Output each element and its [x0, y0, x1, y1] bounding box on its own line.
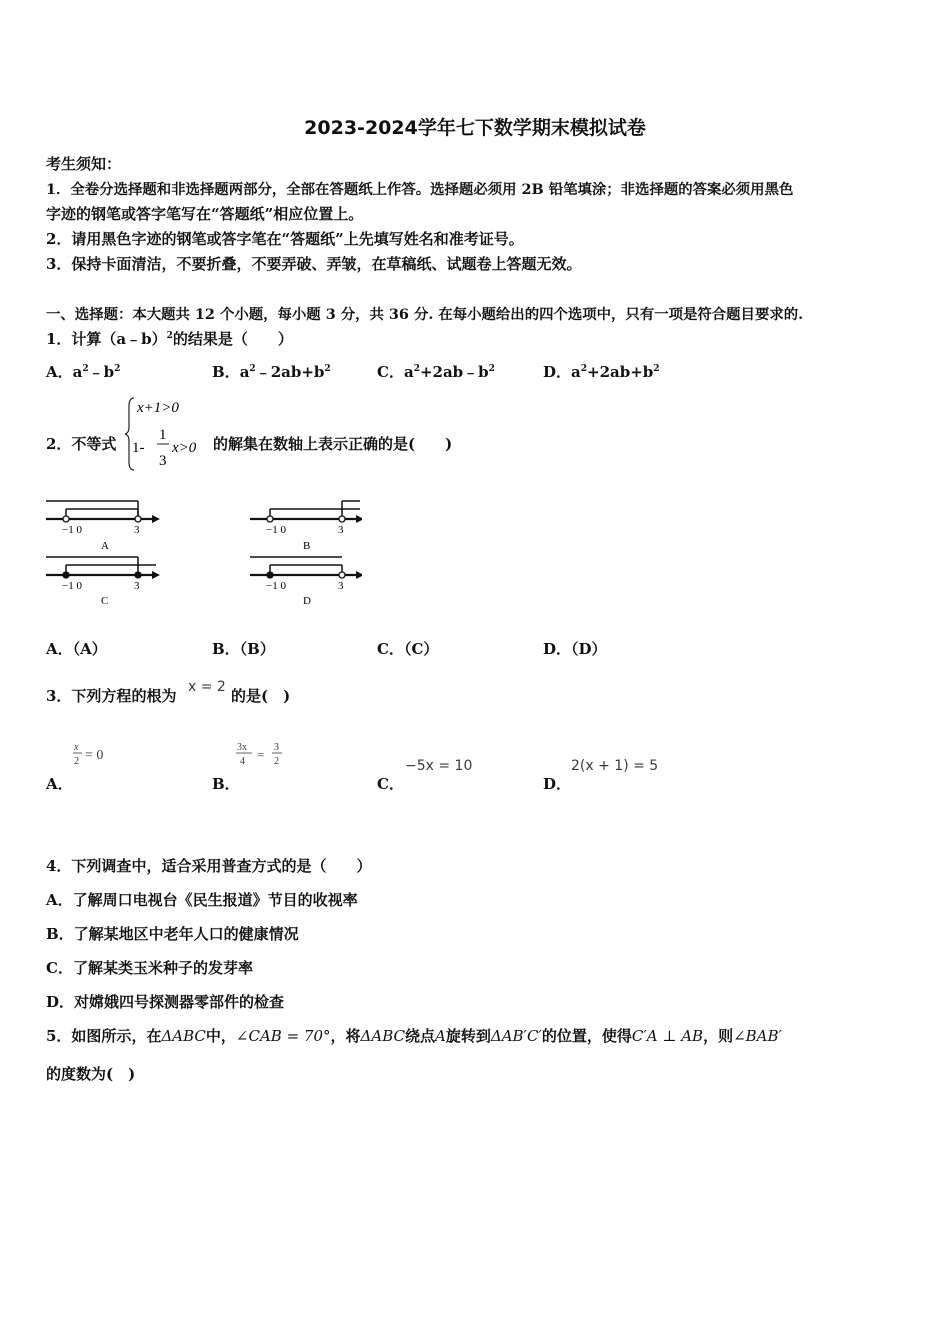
q2-number-line-figure [44, 496, 362, 606]
q2-inequality-system [124, 394, 216, 474]
q3-option-c-equation: −5x = 10 [405, 758, 473, 774]
section-heading: 一、选择题：本大题共 12 个小题，每小题 3 分，共 36 分. 在每小题给出的四个选项中，只有一项是符合题目要求的. [46, 306, 804, 323]
number-line-c [46, 557, 160, 579]
svg-text:2: 2 [274, 756, 279, 767]
q4-option-a: A．了解周口电视台《民生报道》节目的收视率 [46, 891, 358, 909]
q2-ineq2-post: x>0 [172, 440, 197, 456]
q2-stem-prefix: 2．不等式 [46, 435, 117, 453]
tick-label-b-left: −1 0 [266, 524, 286, 536]
q2-option-a: A．（A） [46, 640, 107, 658]
q1-stem: 1．计算（a﹣b）$^2$的结果是（ ） [46, 330, 293, 348]
tick-label-d-left: −1 0 [266, 580, 286, 592]
notice-line-3: 3．保持卡面清洁，不要折叠，不要弄破、弄皱，在草稿纸、试题卷上答题无效。 [46, 255, 582, 273]
q2-option-d: D．（D） [543, 640, 607, 658]
q1-option-b: B．$a^2﹣2ab+b^2$ [212, 363, 331, 381]
q2-frac-num: 1 [159, 427, 167, 443]
notice-line-1a: 1．全卷分选择题和非选择题两部分，全部在答题纸上作答。选择题必须用 2B 铅笔填涂；非选择题的答案必须用黑色 [46, 181, 794, 198]
q3-root-expression: x = 2 [188, 679, 226, 695]
q3-label-a: A． [46, 775, 73, 793]
svg-text:3x: 3x [237, 742, 247, 753]
q3-stem-suffix: 的是( ) [231, 687, 291, 705]
tick-label-b-right: 3 [338, 524, 344, 536]
q4-option-c: C．了解某类玉米种子的发芽率 [46, 959, 253, 977]
q3-option-a-equation [72, 740, 122, 772]
q2-ineq1: x+1>0 [137, 400, 179, 416]
q2-stem-suffix: 的解集在数轴上表示正确的是( ) [213, 435, 453, 453]
diagram-label-c: C [101, 595, 109, 606]
tick-label-c-left: −1 0 [62, 580, 82, 592]
q2-frac-den: 3 [159, 453, 167, 469]
tick-label-d-right: 3 [338, 580, 344, 592]
brace-icon [125, 398, 134, 470]
q1-option-a: A．$a^2﹣b^2$ [46, 363, 121, 381]
q2-option-b: B．（B） [212, 640, 275, 658]
svg-text:=: = [257, 747, 265, 762]
q3-label-c: C． [377, 775, 404, 793]
svg-text:3: 3 [274, 742, 279, 753]
notice-heading: 考生须知： [46, 155, 122, 173]
notice-line-2: 2．请用黑色字迹的钢笔或答字笔在“答题纸”上先填写姓名和准考证号。 [46, 230, 524, 248]
svg-text:x: x [74, 742, 79, 753]
diagram-label-b: B [303, 540, 311, 552]
q5-stem-line2: 的度数为( ) [46, 1065, 136, 1083]
svg-text:2: 2 [74, 756, 79, 767]
q4-option-b: B．了解某地区中老年人口的健康情况 [46, 925, 299, 943]
diagram-label-d: D [303, 595, 311, 606]
tick-label-c-right: 3 [134, 580, 140, 592]
q3-stem-prefix: 3．下列方程的根为 [46, 687, 177, 705]
number-line-a [46, 501, 160, 523]
q3-option-d-equation: 2(x + 1) = 5 [571, 758, 659, 774]
q1-option-d: D．$a^2+2ab+b^2$ [543, 363, 660, 381]
tick-label-a-right: 3 [134, 524, 140, 536]
number-line-b [250, 501, 362, 523]
q4-stem: 4．下列调查中，适合采用普查方式的是（ ） [46, 857, 372, 875]
q5-stem-line1: 5．如图所示，在ΔABC中，∠CAB = 70°，将ΔABC绕点A旋转到ΔAB′C′的位置，使得C′A ⊥ AB，则∠BAB′ [46, 1027, 782, 1045]
notice-line-1b: 字迹的钢笔或答字笔写在“答题纸”相应位置上。 [46, 205, 364, 223]
tick-label-a-left: −1 0 [62, 524, 82, 536]
q2-option-c: C．（C） [377, 640, 439, 658]
q1-option-c: C．$a^2+2ab﹣b^2$ [377, 363, 495, 381]
q4-option-d: D．对嫦娥四号探测器零部件的检查 [46, 993, 285, 1011]
q3-label-b: B． [212, 775, 240, 793]
q3-label-d: D． [543, 775, 572, 793]
number-line-d [250, 557, 362, 579]
svg-text:4: 4 [240, 756, 245, 767]
q2-ineq2-pre: 1- [132, 440, 145, 456]
q3-option-b-equation [236, 740, 296, 772]
svg-text:= 0: = 0 [85, 748, 104, 763]
page-title: 2023-2024学年七下数学期末模拟试卷 [304, 117, 646, 139]
diagram-label-a: A [101, 540, 109, 552]
